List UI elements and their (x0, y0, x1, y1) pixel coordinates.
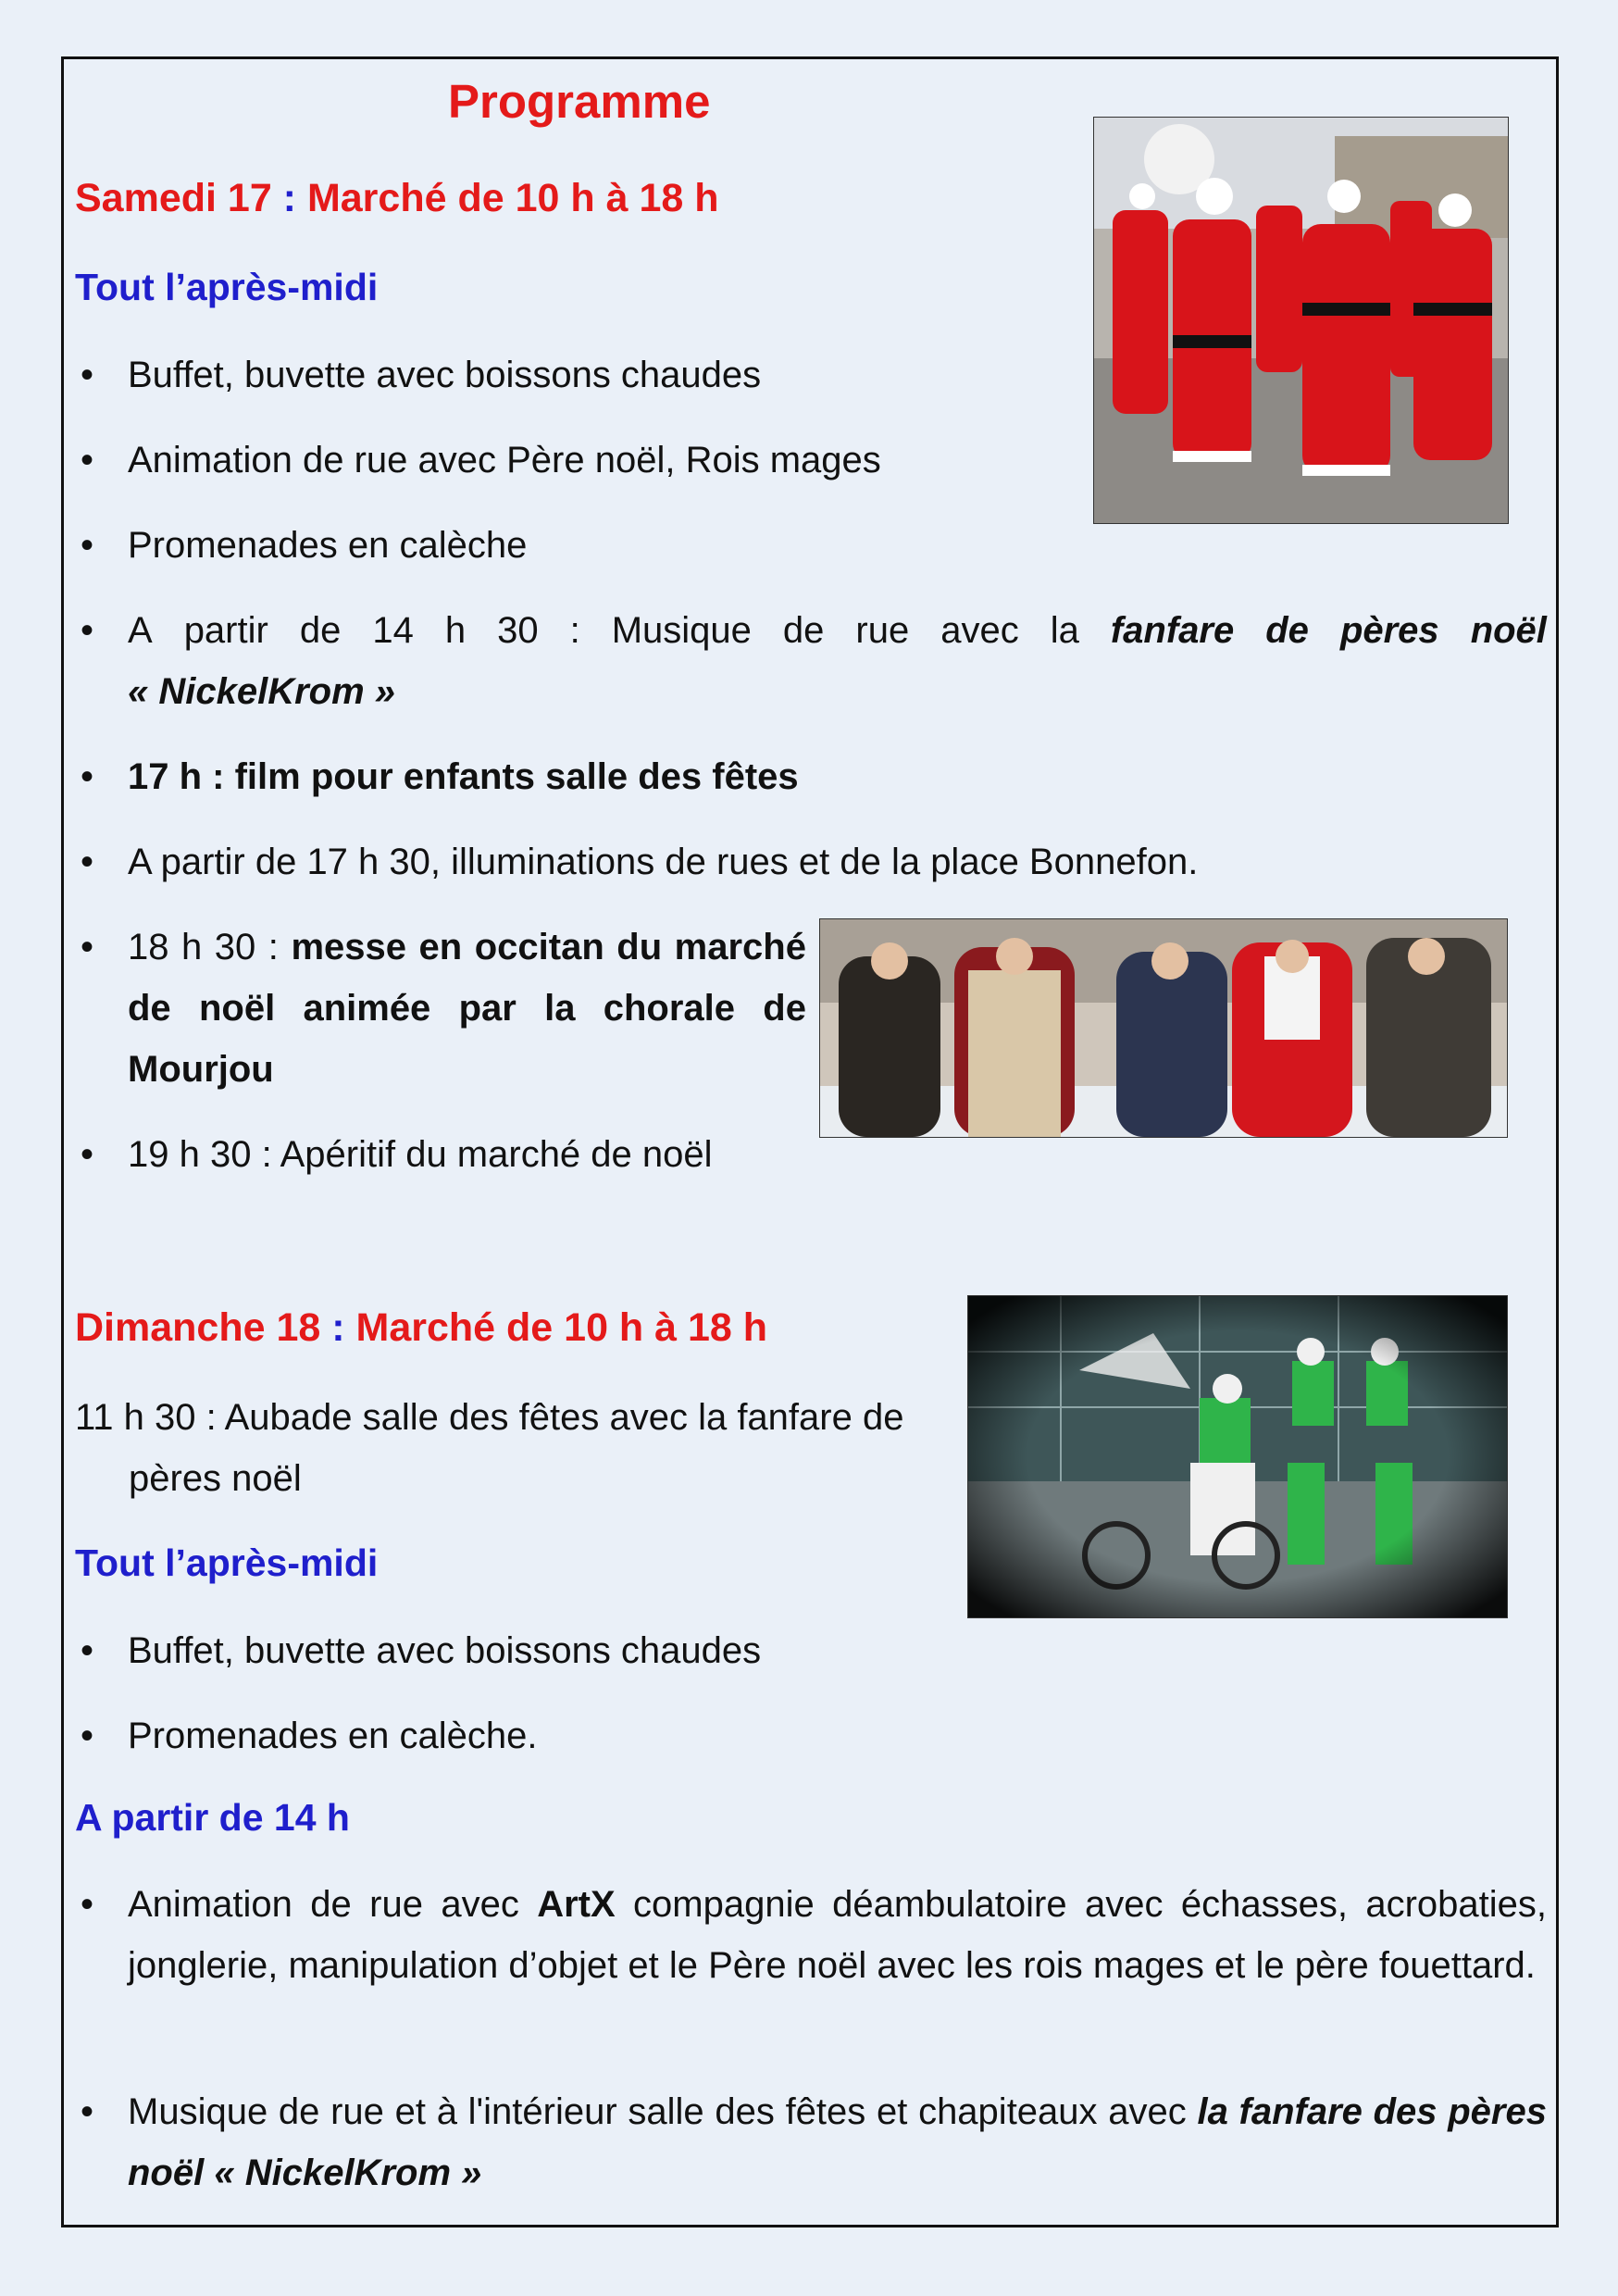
sunday-hours: Marché de 10 h à 18 h (355, 1305, 768, 1350)
list-item-text: Buffet, buvette avec boissons chaudes (128, 355, 762, 395)
bullet-icon: • (81, 1716, 94, 1756)
saturday-heading (75, 176, 718, 221)
list-item-text: Promenades en calèche. (128, 1716, 538, 1756)
list-item (75, 917, 815, 1100)
sunday-aubade (75, 1387, 903, 1509)
justified-line: 18 h 30 : messe en occitan du marché (128, 927, 806, 967)
bullet-icon: • (81, 842, 94, 882)
bullet-icon: • (81, 1134, 94, 1175)
photo-rois-mages (819, 918, 1508, 1138)
list-item (75, 2081, 1547, 2203)
saturday-day: Samedi 17 (75, 176, 272, 220)
bullet-icon: • (81, 2091, 94, 2132)
photo-santa-fanfare (1093, 117, 1509, 524)
list-item (75, 1874, 1547, 2057)
bullet-icon: • (81, 355, 94, 395)
list-item (75, 1705, 1547, 1766)
list-item-text: A partir de 17 h 30, illuminations de rues et de la place Bonnefon. (128, 842, 1199, 882)
saturday-hours: Marché de 10 h à 18 h (306, 176, 719, 220)
list-item-text: Animation de rue avec Père noël, Rois mages (128, 440, 881, 480)
page-title: Programme (448, 75, 711, 128)
bullet-icon: • (81, 610, 94, 651)
saturday-sep: : (271, 176, 307, 220)
justified-line: A partir de 14 h 30 : Musique de rue avec la fanfare de pères noël (128, 610, 1547, 651)
list-item-text: Buffet, buvette avec boissons chaudes (128, 1630, 762, 1671)
bullet-icon: • (81, 756, 94, 797)
sunday-section-afternoon: Tout l’après-midi (75, 1541, 379, 1584)
list-item (75, 831, 1547, 892)
list-item (75, 746, 1547, 807)
list-item (75, 1620, 1547, 1681)
saturday-section-afternoon: Tout l’après-midi (75, 266, 379, 308)
bullet-icon: • (81, 440, 94, 480)
aubade-line-2: pères noël (129, 1458, 302, 1499)
sunday-heading (75, 1305, 767, 1351)
artx-name: ArtX (537, 1884, 616, 1925)
fanfare-name: « NickelKrom » (128, 671, 396, 712)
list-item-text: 17 h : film pour enfants salle des fêtes (128, 756, 799, 797)
list-item (75, 600, 1547, 722)
bullet-icon: • (81, 525, 94, 566)
sunday-day: Dimanche 18 (75, 1305, 321, 1350)
list-item-text: 19 h 30 : Apéritif du marché de noël (128, 1134, 713, 1175)
sunday-sep: : (320, 1305, 356, 1350)
fanfare-name: la fanfare des pères noël « NickelKrom » (128, 2091, 1547, 2193)
justified-line: de noël animée par la chorale de (128, 988, 806, 1029)
photo-artx-stilts (967, 1295, 1508, 1618)
list-item-text: Musique de rue et à l'intérieur salle des fêtes et chapiteaux avec la fanfare des pères noël « NickelKrom » (128, 2091, 1547, 2193)
sunday-section-from-14h: A partir de 14 h (75, 1796, 350, 1839)
bullet-icon: • (81, 1884, 94, 1925)
list-item-text (128, 600, 1547, 722)
bullet-icon: • (81, 927, 94, 967)
list-item-text: Animation de rue avec ArtX compagnie déambulatoire avec échasses, acrobaties, jonglerie, manipulation d’objet et le Père noël avec les rois mages et le père fouettard. (128, 1884, 1548, 1986)
list-item-text: Promenades en calèche (128, 525, 528, 566)
aubade-line-1: 11 h 30 : Aubade salle des fêtes avec la fanfare de (75, 1397, 904, 1438)
list-item-text: 18 h 30 : messe en occitan du marché de noël animée par la chorale de Mourjou (128, 917, 806, 1100)
bullet-icon: • (81, 1630, 94, 1671)
